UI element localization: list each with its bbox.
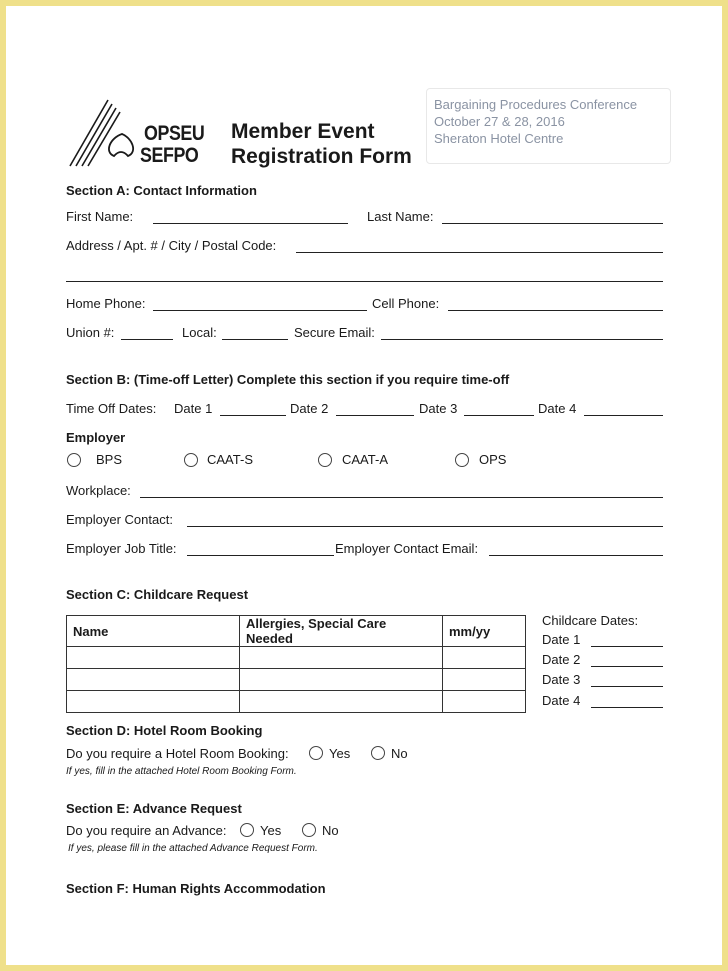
section-a-heading: Section A: Contact Information [66,183,257,198]
date-4-label: Date 4 [538,401,577,416]
first-name-label: First Name: [66,209,134,224]
employer-caat-s-label: CAAT-S [207,452,253,467]
local-field[interactable] [222,339,288,340]
hotel-no-radio[interactable] [371,746,385,760]
home-phone-label: Home Phone: [66,296,146,311]
date-1-label: Date 1 [174,401,213,416]
childcare-date-3-field[interactable] [591,686,663,687]
table-cell[interactable] [67,669,240,691]
childcare-table [66,615,526,713]
hotel-no-label: No [391,746,408,761]
childcare-date-4-label: Date 4 [542,693,581,708]
union-label: Union #: [66,325,115,340]
conference-info: Bargaining Procedures Conference October 27 & 28, 2016 Sheraton Hotel Centre [434,97,638,146]
hotel-question: Do you require a Hotel Room Booking: [66,746,289,761]
employer-bps-radio[interactable] [67,453,81,467]
employer-caat-a-label: CAAT-A [342,452,388,467]
cell-phone-label: Cell Phone: [372,296,440,311]
workplace-field[interactable] [140,497,663,498]
table-row [67,669,526,691]
employer-contact-email-label: Employer Contact Email: [335,541,479,556]
section-b-heading: Section B: (Time-off Letter) Complete this section if you require time-off [66,372,510,387]
employer-job-title-label: Employer Job Title: [66,541,177,556]
hotel-note: If yes, fill in the attached Hotel Room Booking Form. [66,766,297,777]
employer-heading: Employer [66,430,126,445]
employer-ops-label: OPS [479,452,507,467]
date-3-field[interactable] [464,415,534,416]
address-field[interactable] [296,252,663,253]
childcare-date-4-field[interactable] [591,707,663,708]
section-f-heading: Section F: Human Rights Accommodation [66,881,326,896]
table-header-row [67,616,526,647]
table-cell[interactable] [240,691,443,713]
table-cell[interactable] [240,669,443,691]
org-name-french: SEFPO [140,144,199,167]
secure-email-label: Secure Email: [294,325,375,340]
date-4-field[interactable] [584,415,663,416]
employer-caat-s-radio[interactable] [184,453,198,467]
table-cell[interactable] [67,647,240,669]
table-cell[interactable] [67,691,240,713]
table-cell[interactable] [240,647,443,669]
employer-caat-a-radio[interactable] [318,453,332,467]
table-cell[interactable] [443,669,526,691]
first-name-field[interactable] [153,223,348,224]
address-label: Address / Apt. # / City / Postal Code: [66,238,277,253]
union-field[interactable] [121,339,173,340]
childcare-date-2-label: Date 2 [542,652,581,667]
col-name-header: Name [67,616,240,647]
employer-ops-radio[interactable] [455,453,469,467]
section-c-heading: Section C: Childcare Request [66,587,249,602]
advance-no-radio[interactable] [302,823,316,837]
form-page [6,6,722,965]
childcare-date-3-label: Date 3 [542,672,581,687]
local-label: Local: [182,325,217,340]
hotel-yes-label: Yes [329,746,351,761]
secure-email-field[interactable] [381,339,663,340]
advance-question: Do you require an Advance: [66,823,227,838]
date-1-field[interactable] [220,415,286,416]
date-2-field[interactable] [336,415,414,416]
employer-contact-email-field[interactable] [489,555,663,556]
employer-job-title-field[interactable] [187,555,334,556]
advance-yes-radio[interactable] [240,823,254,837]
employer-bps-label: BPS [96,452,123,467]
advance-note: If yes, please fill in the attached Advance Request Form. [68,843,318,854]
last-name-label: Last Name: [367,209,434,224]
cell-phone-field[interactable] [448,310,663,311]
section-d-heading: Section D: Hotel Room Booking [66,723,263,738]
table-row [67,647,526,669]
home-phone-field[interactable] [153,310,367,311]
workplace-label: Workplace: [66,483,131,498]
table-cell[interactable] [443,691,526,713]
section-e-heading: Section E: Advance Request [66,801,242,816]
last-name-field[interactable] [442,223,663,224]
time-off-dates-label: Time Off Dates: [66,401,157,416]
org-name-english: OPSEU [144,122,205,145]
advance-no-label: No [322,823,339,838]
childcare-date-1-field[interactable] [591,646,663,647]
hotel-yes-radio[interactable] [309,746,323,760]
date-3-label: Date 3 [419,401,458,416]
employer-contact-field[interactable] [187,526,663,527]
childcare-dates-label: Childcare Dates: [542,613,639,628]
advance-yes-label: Yes [260,823,282,838]
table-cell[interactable] [443,647,526,669]
date-2-label: Date 2 [290,401,329,416]
col-allergies-header: Allergies, Special Care Needed [240,616,443,647]
col-mmyy-header: mm/yy [443,616,526,647]
address-field-line-2[interactable] [66,281,663,282]
employer-contact-label: Employer Contact: [66,512,173,527]
form-title: Member Event Registration Form [231,120,412,168]
table-row [67,691,526,713]
opseu-logo-icon [66,98,146,170]
childcare-date-2-field[interactable] [591,666,663,667]
childcare-date-1-label: Date 1 [542,632,581,647]
